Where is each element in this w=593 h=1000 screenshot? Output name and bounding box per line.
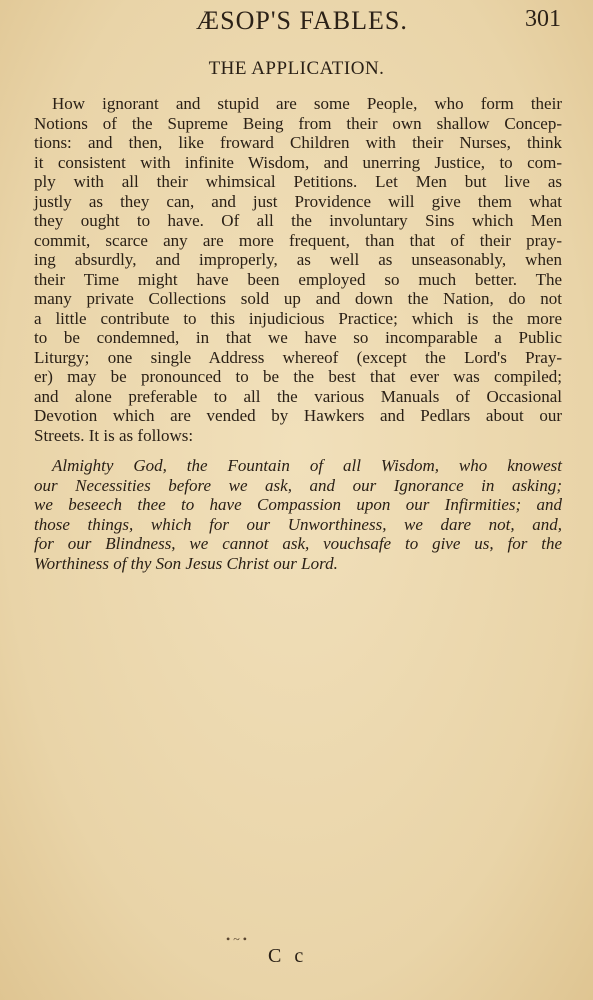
section-heading: THE APPLICATION.	[208, 58, 385, 79]
page-number: 301	[525, 6, 561, 32]
application-paragraph	[34, 94, 562, 445]
prayer-line: those things, which for our Unworthiness, we dare not, and,	[34, 514, 562, 534]
text-line: their Time might have been employed so much better. The	[34, 269, 562, 289]
text-line: tions: and then, like froward Children with their Nurses, think	[34, 133, 562, 152]
text-line: they ought to have. Of all the involuntary Sins which Men	[34, 211, 562, 230]
running-title: ÆSOP'S FABLES.	[196, 6, 408, 35]
text-line: Streets. It is as follows:	[34, 425, 194, 445]
text-line: Liturgy; one single Address whereof (except the Lord's Pray-	[34, 347, 562, 367]
printer-ornament: • ~ •	[226, 932, 247, 946]
text-line: commit, scarce any are more frequent, than that of their pray-	[34, 230, 562, 250]
text-line: Devotion which are vended by Hawkers and Pedlars about our	[34, 406, 562, 425]
running-head	[0, 6, 593, 36]
text-line: a little contribute to this injudicious Practice; which is the more	[34, 308, 562, 328]
prayer-line: for our Blindness, we cannot ask, vouchsafe to give us, for the	[34, 534, 562, 553]
prayer-paragraph	[34, 456, 562, 573]
text-line: justly as they can, and just Providence will give them what	[34, 191, 562, 211]
text-line: ing absurdly, and improperly, as well as unseasonably, when	[34, 250, 562, 269]
prayer-line: Almighty God, the Fountain of all Wisdom, who knowest	[52, 456, 562, 475]
prayer-line: our Necessities before we ask, and our Ignorance in asking;	[34, 475, 562, 495]
signature-mark: C c	[268, 945, 308, 967]
text-line: How ignorant and stupid are some People, who form their	[52, 94, 562, 113]
prayer-line: Worthiness of thy Son Jesus Christ our Lord.	[34, 553, 338, 573]
text-line: to be condemned, in that we have so incomparable a Public	[34, 328, 562, 347]
text-line: ply with all their whimsical Petitions. Let Men but live as	[34, 172, 562, 191]
text-line: it consistent with infinite Wisdom, and unerring Justice, to com-	[34, 152, 562, 172]
text-line: Notions of the Supreme Being from their own shallow Concep-	[34, 113, 562, 133]
text-line: er) may be pronounced to be the best that ever was compiled;	[34, 367, 562, 386]
text-line: and alone preferable to all the various Manuals of Occasional	[34, 386, 562, 406]
text-line: many private Collections sold up and down the Nation, do not	[34, 289, 562, 308]
prayer-line: we beseech thee to have Compassion upon our Infirmities; and	[34, 495, 562, 514]
